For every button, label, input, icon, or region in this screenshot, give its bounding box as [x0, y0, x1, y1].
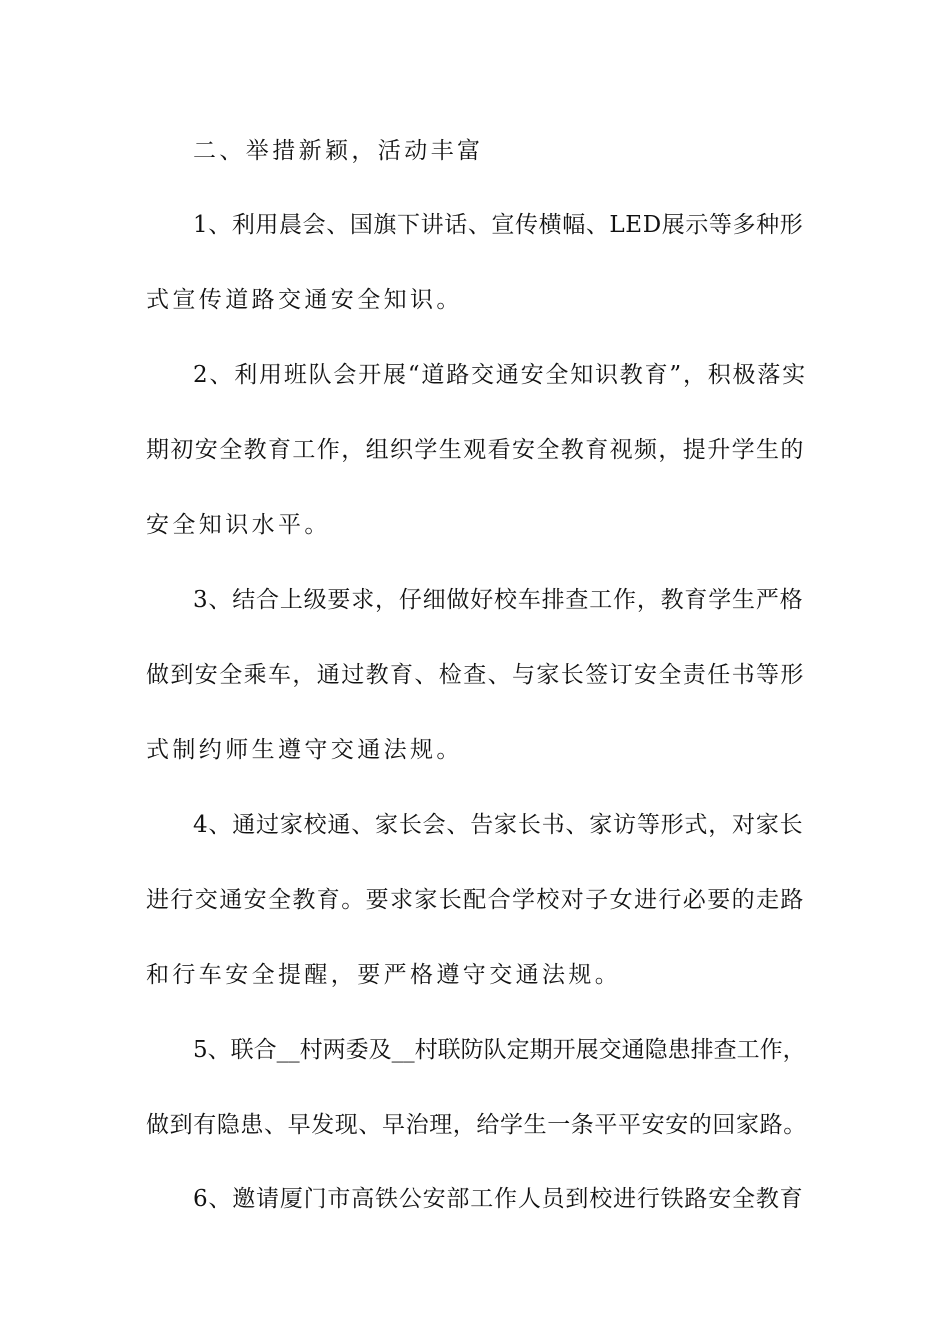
paragraph-2-line-3: 安全知识水平。 — [146, 512, 331, 538]
paragraph-4-line-1: 4、通过家校通、家长会、告家长书、家访等形式，对家长 — [193, 812, 804, 838]
paragraph-1-line-2: 式宣传道路交通安全知识。 — [146, 287, 463, 313]
paragraph-3-line-3: 式制约师生遵守交通法规。 — [146, 737, 463, 763]
paragraph-6-line-1: 6、邀请厦门市高铁公安部工作人员到校进行铁路安全教育 — [193, 1186, 804, 1212]
paragraph-1-line-1: 1、利用晨会、国旗下讲话、宣传横幅、LED展示等多种形 — [193, 212, 804, 238]
paragraph-4-line-3: 和行车安全提醒，要严格遵守交通法规。 — [146, 962, 622, 988]
paragraph-3-line-1: 3、结合上级要求，仔细做好校车排查工作，教育学生严格 — [193, 587, 804, 613]
paragraph-5-line-2: 做到有隐患、早发现、早治理，给学生一条平平安安的回家路。 — [146, 1112, 807, 1138]
section-heading: 二、举措新颖，活动丰富 — [193, 138, 484, 164]
paragraph-4-line-2: 进行交通安全教育。要求家长配合学校对子女进行必要的走路 — [146, 887, 805, 913]
paragraph-5-line-1: 5、联合__村两委及__村联防队定期开展交通隐患排查工作， — [193, 1037, 806, 1063]
paragraph-2-line-1: 2、利用班队会开展“道路交通安全知识教育”，积极落实 — [193, 362, 807, 388]
paragraph-3-line-2: 做到安全乘车，通过教育、检查、与家长签订安全责任书等形 — [146, 662, 805, 688]
paragraph-2-line-2: 期初安全教育工作，组织学生观看安全教育视频，提升学生的 — [146, 437, 805, 463]
